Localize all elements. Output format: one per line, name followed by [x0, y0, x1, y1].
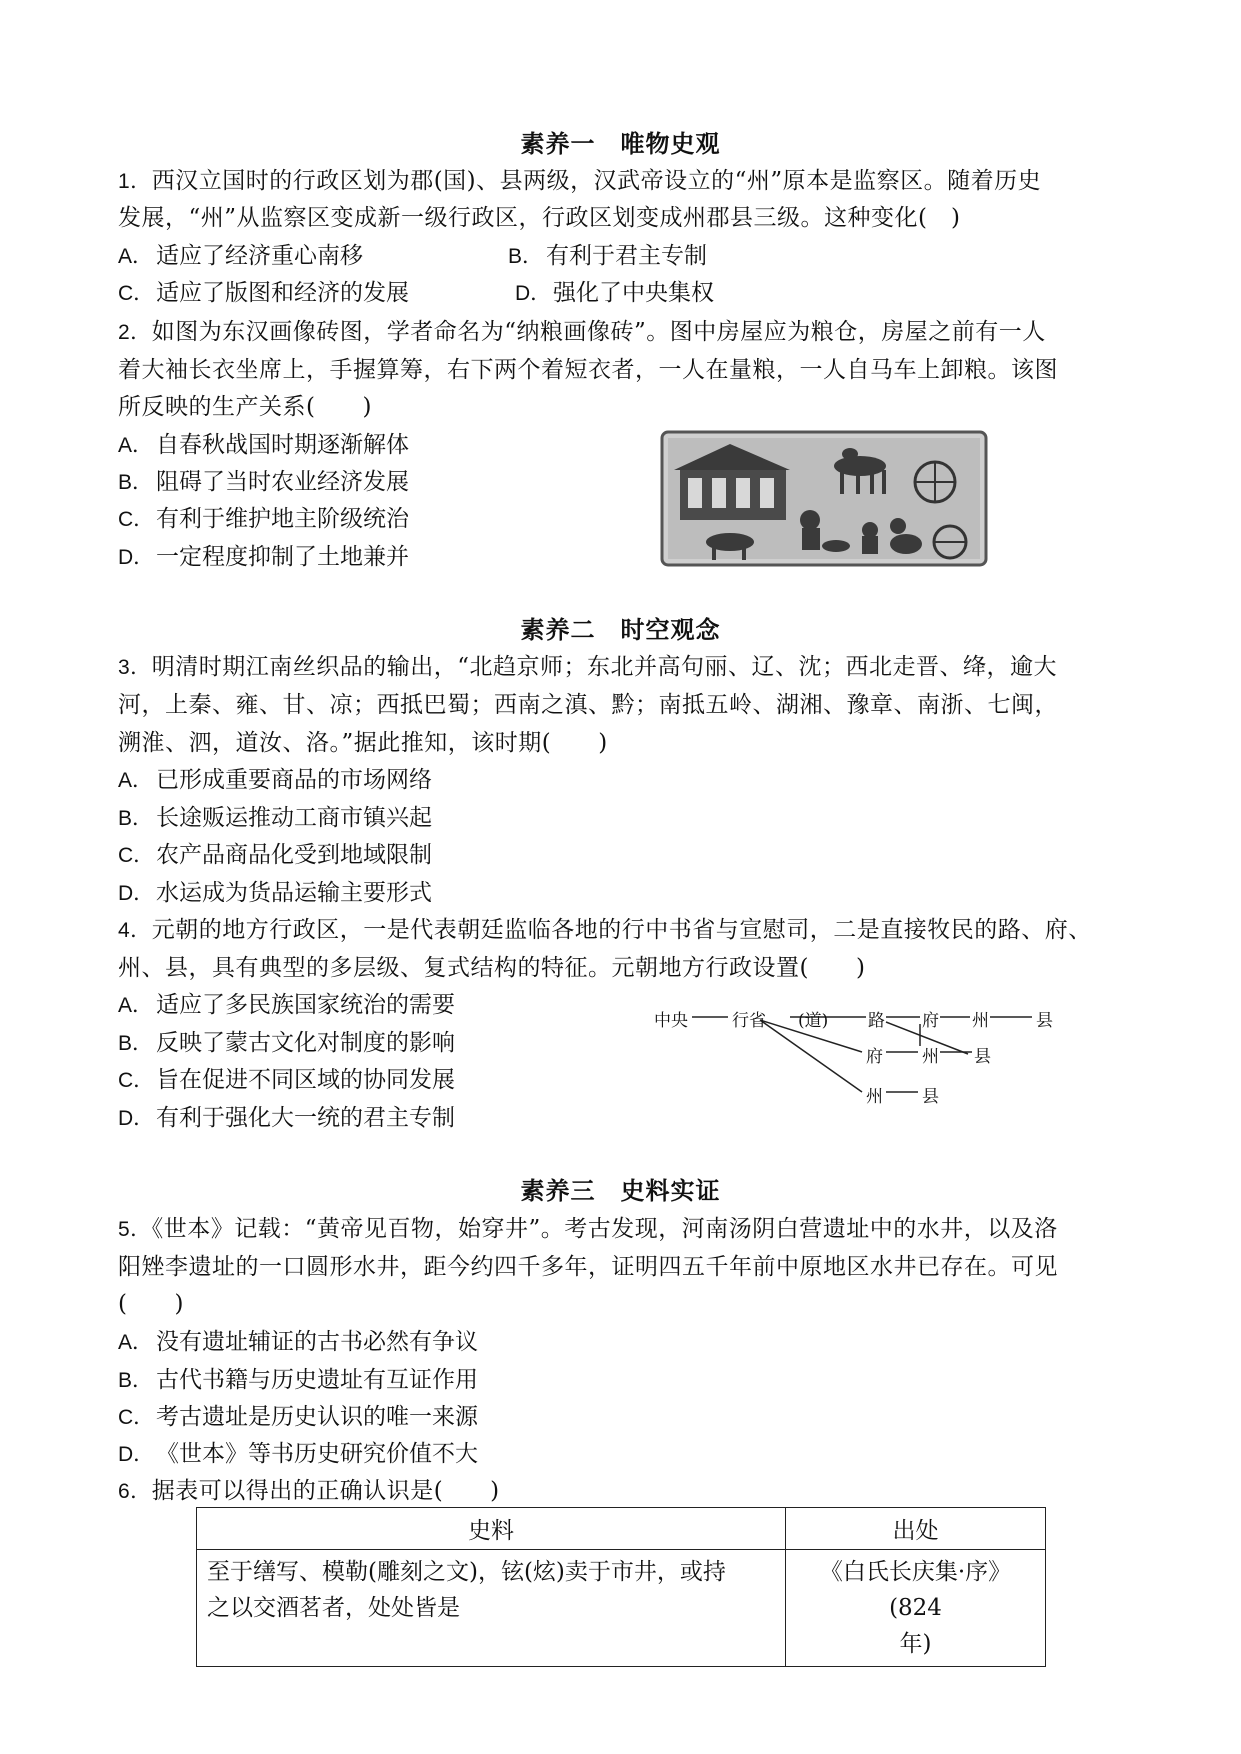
grain-brick-image [660, 430, 988, 567]
q3-line-2: 河，上秦、雍、甘、凉；西抵巴蜀；西南之滇、黔；南抵五岭、湖湘、豫章、南浙、七闽， [118, 692, 1058, 718]
q3-line-3: 溯淮、泗，道汝、洛。”据此推知，该时期( ) [118, 730, 608, 756]
q5-option-c[interactable]: C．考古遗址是历史认识的唯一来源 [118, 1404, 478, 1430]
q3-option-b[interactable]: B． 长途贩运推动工商市镇兴起 [118, 805, 432, 831]
q5-line-2: 阳矬李遗址的一口圆形水井，距今约四千多年，证明四五千年前中原地区水井已存在。可见 [118, 1254, 1058, 1280]
table-row [197, 1550, 1046, 1667]
q3-option-c[interactable]: C．农产品商品化受到地域限制 [118, 842, 432, 868]
diagram-fu-2: 府 [866, 1047, 883, 1067]
q1-line-1: 1．西汉立国时的行政区划为郡(国)、县两级，汉武帝设立的“州”原本是监察区。随着历史 [118, 168, 1042, 194]
q1-option-c[interactable]: C．适应了版图和经济的发展 [118, 280, 409, 306]
q5-option-b[interactable]: B． 古代书籍与历史遗址有互证作用 [118, 1367, 478, 1393]
diagram-dao: (道) [798, 1011, 829, 1031]
q4-option-d[interactable]: D．有利于强化大一统的君主专制 [118, 1105, 455, 1131]
q5-option-a[interactable]: A． 没有遗址辅证的古书必然有争议 [118, 1329, 478, 1355]
q3-option-d[interactable]: D．水运成为货品运输主要形式 [118, 880, 432, 906]
q2-option-d[interactable]: D．一定程度抑制了土地兼并 [118, 544, 409, 570]
q1-line-2: 发展，“州”从监察区变成新一级行政区，行政区划变成州郡县三级。这种变化( ) [118, 205, 961, 231]
q1-number: 1． [118, 170, 152, 193]
table-header-source: 出处 [786, 1508, 1046, 1550]
diagram-zhou-2: 州 [922, 1047, 939, 1067]
diagram-zhou-3: 州 [866, 1087, 883, 1107]
diagram-xian-1: 县 [1036, 1011, 1053, 1031]
q4-option-a[interactable]: A． 适应了多民族国家统治的需要 [118, 992, 455, 1018]
table-header-material: 史料 [197, 1508, 786, 1550]
diagram-zhongyang: 中央 [654, 1011, 688, 1031]
q2-line-2: 着大袖长衣坐席上，手握算筹，右下两个着短衣者，一人在量粮，一人自马车上卸粮。该图 [118, 357, 1058, 383]
q2-option-c[interactable]: C．有利于维护地主阶级统治 [118, 506, 409, 532]
q2-line-1: 2．如图为东汉画像砖图，学者命名为“纳粮画像砖”。图中房屋应为粮仓，房屋之前有一人 [118, 319, 1046, 345]
q6-stem: 6．据表可以得出的正确认识是( ) [118, 1478, 500, 1504]
diagram-xingsheng: 行省 [732, 1011, 766, 1031]
table-cell-source: 《白氏长庆集·序》(824 年) [786, 1550, 1046, 1667]
q1-option-b[interactable]: B． 有利于君主专制 [508, 243, 707, 269]
q2-line-3: 所反映的生产关系( ) [118, 394, 372, 420]
q4-option-c[interactable]: C．旨在促进不同区域的协同发展 [118, 1067, 455, 1093]
q1-option-d[interactable]: D．强化了中央集权 [515, 280, 714, 306]
q1-option-a[interactable]: A． 适应了经济重心南移 [118, 243, 363, 269]
q4-option-b[interactable]: B． 反映了蒙古文化对制度的影响 [118, 1030, 455, 1056]
q3-option-a[interactable]: A． 已形成重要商品的市场网络 [118, 767, 432, 793]
q4-line-1: 4．元朝的地方行政区，一是代表朝廷监临各地的行中书省与宣慰司，二是直接牧民的路、府、 [118, 917, 1092, 943]
q4-line-2: 州、县，具有典型的多层级、复式结构的特征。元朝地方行政设置( ) [118, 955, 866, 981]
section-title-3: 素养三 史料实证 [520, 1176, 721, 1205]
q3-line-1: 3．明清时期江南丝织品的输出，“北趋京师；东北并高句丽、辽、沈；西北走晋、绛，逾大 [118, 654, 1057, 680]
q2-option-b[interactable]: B． 阻碍了当时农业经济发展 [118, 469, 409, 495]
q5-line-3: ( ) [118, 1291, 184, 1317]
q5-option-d[interactable]: D．《世本》等书历史研究价值不大 [118, 1441, 478, 1467]
diagram-xian-2: 县 [974, 1047, 991, 1067]
diagram-lines [650, 1000, 1070, 1125]
diagram-fu-1: 府 [922, 1011, 939, 1031]
section-title-1: 素养一 唯物史观 [520, 129, 721, 158]
q5-line-1: 5．《世本》记载：“黄帝见百物，始穿井”。考古发现，河南汤阴白营遗址中的水井，以及洛 [118, 1216, 1058, 1242]
table-header-row [197, 1508, 1046, 1550]
section-title-2: 素养二 时空观念 [520, 615, 721, 644]
diagram-zhou-1: 州 [972, 1011, 989, 1031]
q2-option-a[interactable]: A． 自春秋战国时期逐渐解体 [118, 432, 409, 458]
table-cell-material: 至于缮写、模勒(雕刻之文)，铉(炫)卖于市井，或持 之以交酒茗者，处处皆是 [197, 1550, 786, 1667]
diagram-lu: 路 [868, 1011, 885, 1031]
yuan-admin-diagram [650, 1000, 1070, 1125]
diagram-xian-3: 县 [922, 1087, 939, 1107]
source-table [196, 1507, 1046, 1667]
